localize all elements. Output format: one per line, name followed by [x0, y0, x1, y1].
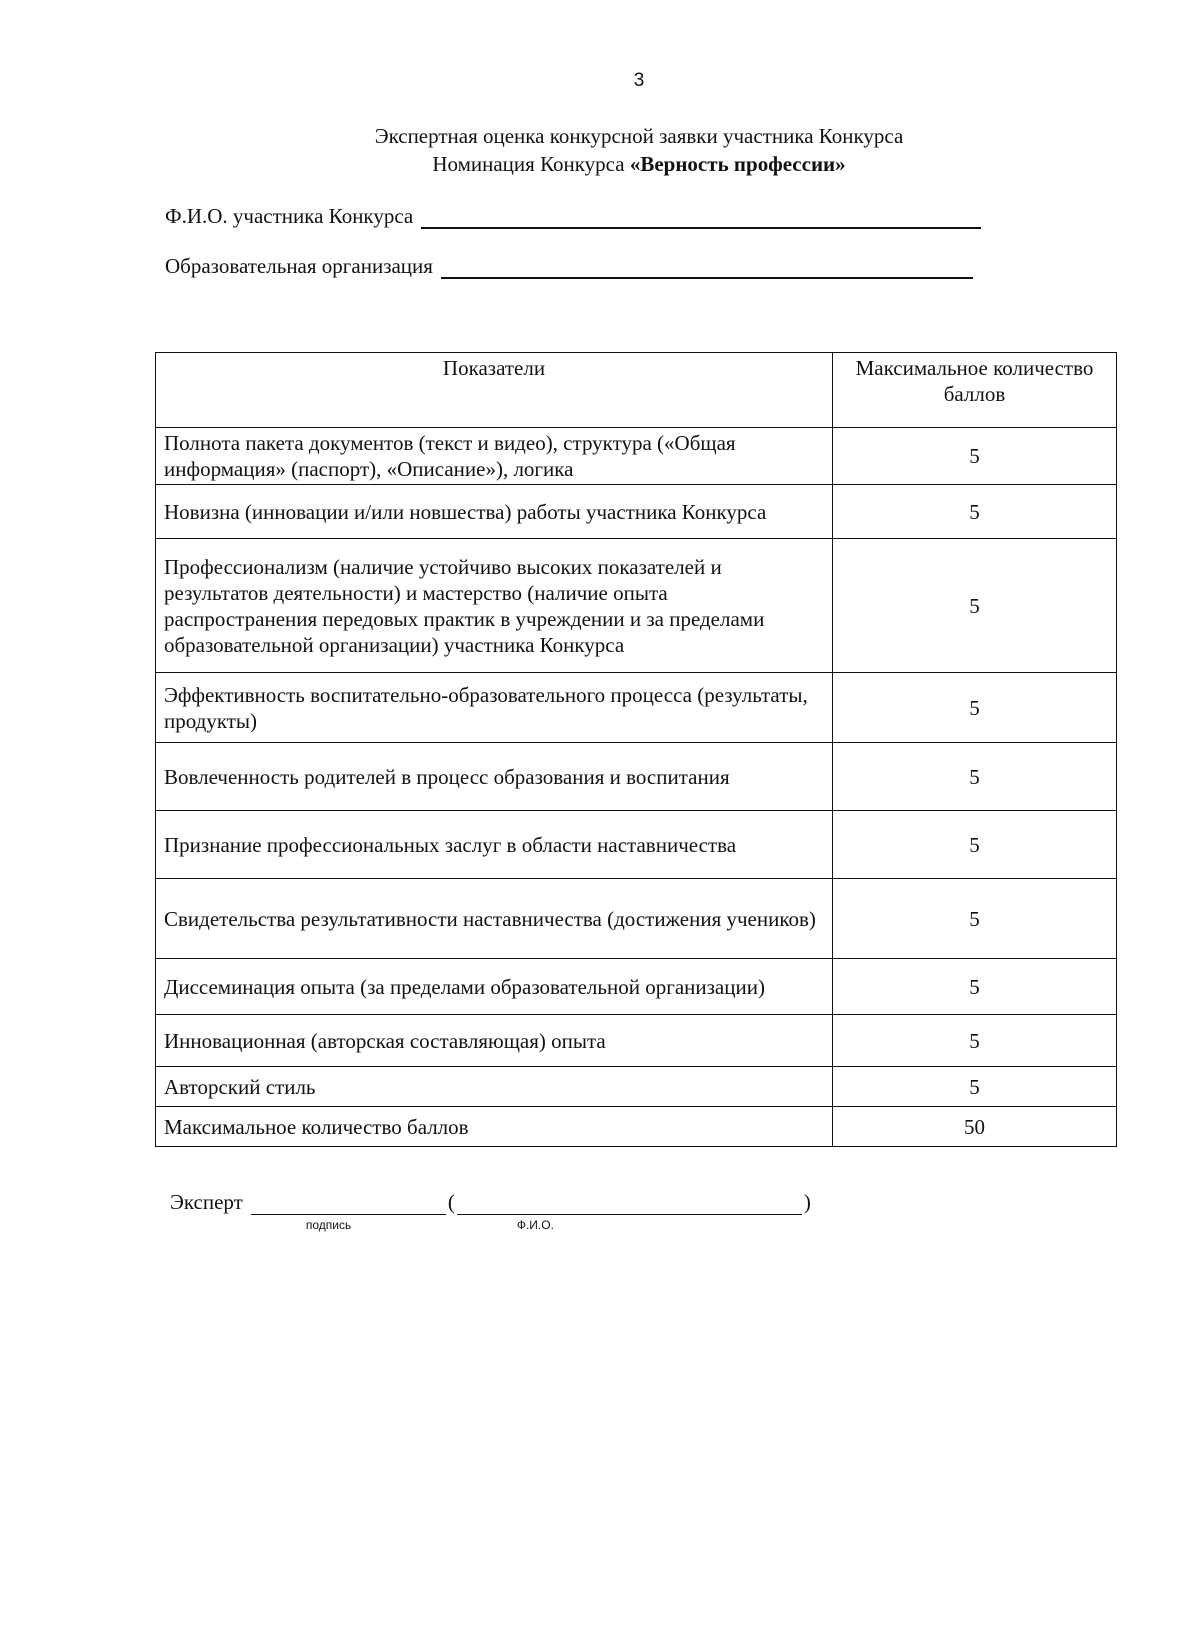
indicator-cell: Признание профессиональных заслуг в области наставничества: [156, 811, 833, 879]
indicator-cell: Вовлеченность родителей в процесс образования и воспитания: [156, 743, 833, 811]
score-cell: 5: [833, 428, 1117, 485]
expert-name-caption: Ф.И.О.: [516, 1218, 554, 1232]
participant-name-field: [165, 204, 981, 229]
table-row: [156, 485, 1117, 539]
title-line-2: [0, 150, 1200, 178]
table-total-row: [156, 1107, 1117, 1147]
table-row: [156, 811, 1117, 879]
criteria-table: [155, 352, 1117, 1147]
score-cell: 5: [833, 811, 1117, 879]
score-cell: 5: [833, 485, 1117, 539]
organization-field: [165, 254, 973, 279]
table-row: [156, 673, 1117, 743]
table-row: [156, 1067, 1117, 1107]
participant-name-blank: [421, 207, 981, 229]
indicator-cell: Полнота пакета документов (текст и видео), структура («Общая информация» (паспорт), «Описание»), логика: [156, 428, 833, 485]
score-cell: 5: [833, 1067, 1117, 1107]
page-number: 3: [633, 70, 645, 91]
score-cell: 5: [833, 539, 1117, 673]
indicator-cell: Эффективность воспитательно-образовательного процесса (результаты, продукты): [156, 673, 833, 743]
table-row: [156, 539, 1117, 673]
score-cell: 5: [833, 743, 1117, 811]
score-cell: 5: [833, 879, 1117, 959]
total-label-cell: Максимальное количество баллов: [156, 1107, 833, 1147]
table-row: [156, 959, 1117, 1015]
indicator-cell: Свидетельства результативности наставничества (достижения учеников): [156, 879, 833, 959]
signature-caption: подпись: [305, 1218, 352, 1232]
indicator-cell: Авторский стиль: [156, 1067, 833, 1107]
indicator-cell: Новизна (инновации и/или новшества) работы участника Конкурса: [156, 485, 833, 539]
table-row: [156, 428, 1117, 485]
table-header-row: [156, 353, 1117, 428]
score-cell: 5: [833, 959, 1117, 1015]
expert-signature-line: [170, 1190, 813, 1232]
organization-blank: [441, 257, 973, 279]
expert-name-blank: [457, 1194, 802, 1232]
score-cell: 5: [833, 1015, 1117, 1067]
open-paren: (: [447, 1190, 455, 1214]
title-line-1: Экспертная оценка конкурсной заявки участника Конкурса: [374, 124, 904, 148]
score-cell: 5: [833, 673, 1117, 743]
header-max-score: Максимальное количество баллов: [833, 353, 1117, 428]
close-paren: ): [803, 1190, 811, 1214]
header-indicators: Показатели: [156, 353, 833, 428]
expert-label: Эксперт: [170, 1190, 243, 1214]
title-line-2-prefix: Номинация Конкурса: [432, 152, 630, 176]
total-score-cell: 50: [833, 1107, 1117, 1147]
document-title: [0, 122, 1200, 178]
table-row: [156, 1015, 1117, 1067]
indicator-cell: Инновационная (авторская составляющая) опыта: [156, 1015, 833, 1067]
indicator-cell: Диссеминация опыта (за пределами образовательной организации): [156, 959, 833, 1015]
participant-name-label: Ф.И.О. участника Конкурса: [165, 204, 414, 228]
table-row: [156, 879, 1117, 959]
organization-label: Образовательная организация: [165, 254, 433, 278]
table-row: [156, 743, 1117, 811]
signature-blank: [251, 1194, 446, 1232]
indicator-cell: Профессионализм (наличие устойчиво высоких показателей и результатов деятельности) и мастерство (наличие опыта распространения передовых практик в учреждении и за пределами образовательной организации) участника Конкурса: [156, 539, 833, 673]
nomination-name: «Верность профессии»: [629, 152, 846, 176]
